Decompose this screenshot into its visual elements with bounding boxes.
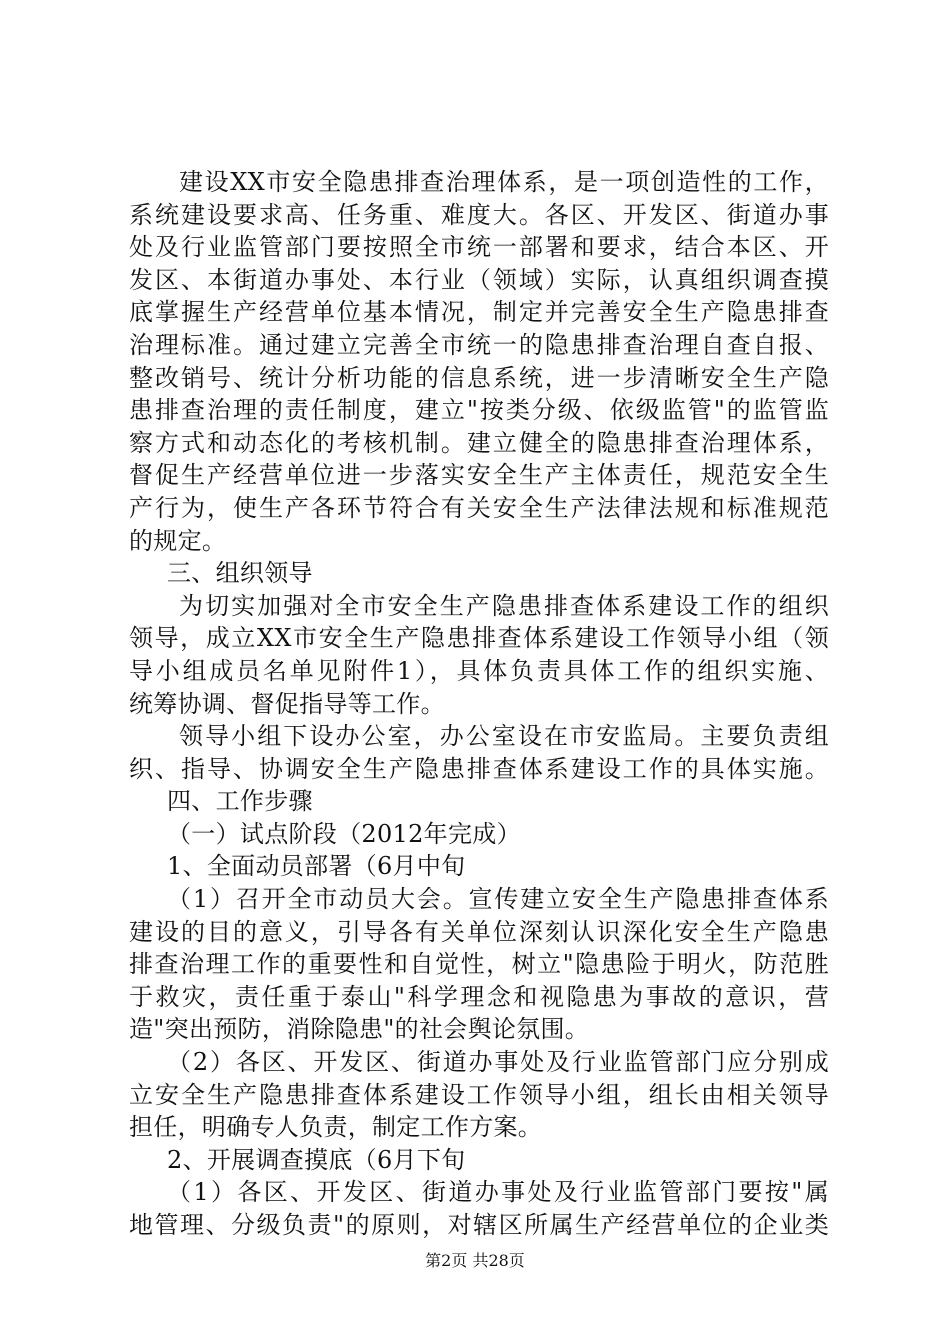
- text-line: 三、组织领导: [167, 559, 313, 588]
- text-line: 发区、本街道办事处、本行业（领域）实际，认真组织调查摸: [129, 265, 829, 294]
- text-line: 底掌握生产经营单位基本情况，制定并完善安全生产隐患排查: [129, 298, 829, 327]
- text-line: 为切实加强对全市安全生产隐患排查体系建设工作的组织: [179, 591, 829, 620]
- page-footer: 第2页 共28页: [425, 1251, 525, 1270]
- text-line: 建设XX市安全隐患排查治理体系，是一项创造性的工作，: [179, 168, 829, 196]
- text-line: 领导，成立XX市安全生产隐患排查体系建设工作领导小组（领: [129, 624, 829, 653]
- text-line: 督促生产经营单位进一步落实安全生产主体责任，规范安全生: [129, 461, 829, 490]
- text-line: （一）试点阶段（2012年完成）: [167, 819, 521, 848]
- text-line: 处及行业监管部门要按照全市统一部署和要求，结合本区、开: [129, 233, 829, 262]
- text-line: 地管理、分级负责"的原则，对辖区所属生产经营单位的企业类: [129, 1211, 829, 1239]
- text-line: 担任，明确专人负责，制定工作方案。: [129, 1113, 543, 1142]
- text-line: 系统建设要求高、任务重、难度大。各区、开发区、街道办事: [129, 200, 829, 229]
- text-line: 导小组成员名单见附件1），具体负责具体工作的组织实施、: [129, 656, 829, 685]
- text-line: （2）各区、开发区、街道办事处及行业监管部门应分别成: [167, 1048, 829, 1077]
- text-line: （1）各区、开发区、街道办事处及行业监管部门要按"属: [167, 1178, 829, 1207]
- text-line: 建设的目的意义，引导各有关单位深刻认识深化安全生产隐患: [129, 917, 829, 946]
- text-line: 2、开展调查摸底（6月下旬: [167, 1145, 466, 1174]
- text-line: （1）召开全市动员大会。宣传建立安全生产隐患排查体系: [167, 885, 829, 914]
- text-line: 领导小组下设办公室，办公室设在市安监局。主要负责组: [179, 722, 829, 751]
- text-line: 产行为，使生产各环节符合有关安全生产法律法规和标准规范: [129, 493, 829, 522]
- text-line: 的规定。: [129, 526, 227, 555]
- text-line: 治理标准。通过建立完善全市统一的隐患排查治理自查自报、: [129, 330, 829, 359]
- text-line: 于救灾，责任重于泰山"科学理念和视隐患为事故的意识，营: [129, 982, 829, 1011]
- text-line: 察方式和动态化的考核机制。建立健全的隐患排查治理体系，: [129, 428, 829, 457]
- document-body: [129, 166, 829, 1242]
- text-line: 排查治理工作的重要性和自觉性，树立"隐患险于明火，防范胜: [129, 950, 829, 979]
- text-line: 患排查治理的责任制度，建立"按类分级、依级监管"的监管监: [129, 396, 829, 425]
- text-line: 统筹协调、督促指导等工作。: [129, 689, 445, 718]
- text-line: 四、工作步骤: [167, 787, 313, 816]
- text-line: 整改销号、统计分析功能的信息系统，进一步清晰安全生产隐: [129, 363, 829, 392]
- text-line: 织、指导、协调安全生产隐患排查体系建设工作的具体实施。: [129, 754, 829, 783]
- text-line: 造"突出预防，消除隐患"的社会舆论氛围。: [129, 1015, 590, 1044]
- text-line: 立安全生产隐患排查体系建设工作领导小组，组长由相关领导: [129, 1080, 829, 1109]
- text-line: 1、全面动员部署（6月中旬: [167, 852, 466, 881]
